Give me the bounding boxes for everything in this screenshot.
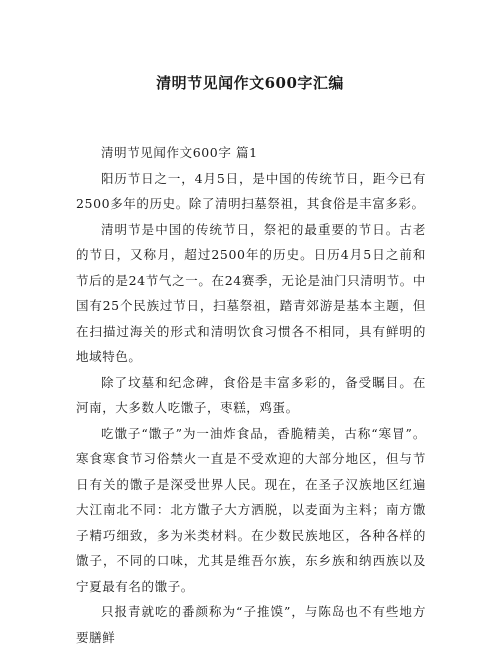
paragraph-5: 只报青就吃的番颜称为“子推馍”，与陈岛也不有些地方要膳鲜 xyxy=(76,604,426,645)
paragraph-3: 除了坟墓和纪念碑，食俗是丰富多彩的，备受瞩目。在河南，大多数人吃馓子，枣糕，鸡蛋。 xyxy=(76,374,426,415)
paragraph-1: 阳历节日之一，4月5日，是中国的传统节日，距今已有2500多年的历史。除了清明扫墓祭祖，其食俗是丰富多彩。 xyxy=(76,170,426,211)
paragraph-4: 吃馓子“馓子”为一油炸食品，香脆精美，古称“寒冒”。寒食寒食节习俗禁火一直是不受欢迎的大部分地区，但与节日有关的馓子是深受世界人民。现在，在圣子汉族地区红遍大江南北不同：北方馓子大方洒脱，以麦面为主料；南方馓子精巧细致，多为米类材料。在少数民族地区，各种各样的馓子，不同的口味，尤其是维吾尔族，东乡族和纳西族以及宁夏最有名的馓子。 xyxy=(76,425,426,594)
paragraph-2: 清明节是中国的传统节日，祭祀的最重要的节日。古老的节日，又称月，超过2500年的历史。日历4月5日之前和节后的是24节气之一。在24赛季，无论是油门只清明节。中国有25个民族过节日，扫墓祭祖，踏青郊游是基本主题，但在扫描过海关的形式和清明饮食习惯各不相同，具有鲜明的地域特色。 xyxy=(76,221,426,364)
document-title: 清明节见闻作文600字汇编 xyxy=(156,74,344,92)
section-heading: 清明节见闻作文600字 篇1 xyxy=(101,145,258,160)
document-body xyxy=(76,140,426,650)
